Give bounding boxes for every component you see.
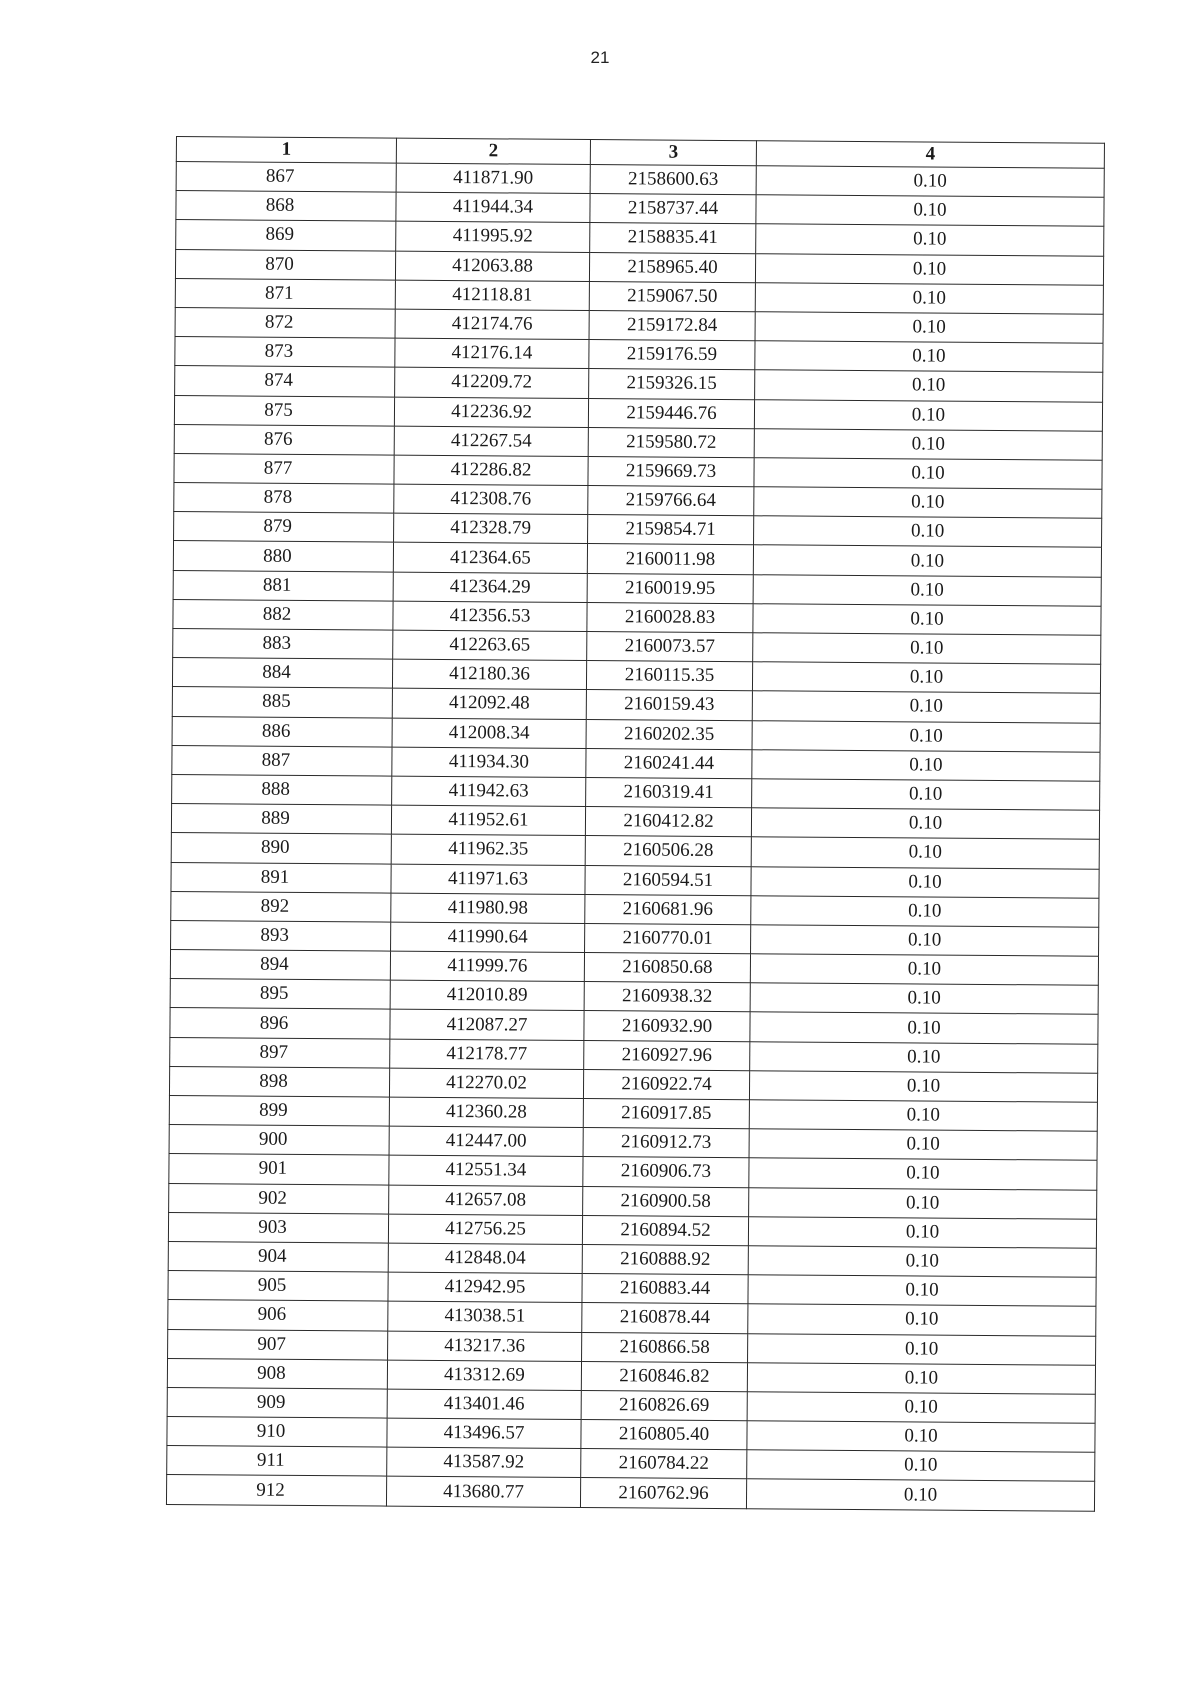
value-cell: 0.10 — [747, 1421, 1095, 1453]
x-coordinate-cell: 412087.27 — [390, 1010, 584, 1041]
coordinates-table-container — [166, 136, 1104, 1511]
point-number-cell: 910 — [167, 1417, 387, 1448]
value-cell: 0.10 — [755, 283, 1103, 315]
x-coordinate-cell: 412360.28 — [389, 1097, 583, 1128]
point-number-cell: 880 — [173, 541, 393, 572]
x-coordinate-cell: 412270.02 — [389, 1068, 583, 1099]
x-coordinate-cell: 412263.65 — [393, 630, 587, 661]
x-coordinate-cell: 413312.69 — [387, 1360, 581, 1391]
x-coordinate-cell: 411934.30 — [392, 747, 586, 778]
y-coordinate-cell: 2160866.58 — [582, 1332, 748, 1362]
point-number-cell: 911 — [167, 1446, 387, 1477]
value-cell: 0.10 — [753, 574, 1101, 606]
value-cell: 0.10 — [751, 925, 1099, 957]
point-number-cell: 872 — [175, 307, 395, 338]
value-cell: 0.10 — [751, 808, 1099, 840]
column-header-4: 4 — [756, 141, 1104, 169]
point-number-cell: 879 — [174, 512, 394, 543]
y-coordinate-cell: 2160850.68 — [584, 953, 750, 983]
point-number-cell: 891 — [171, 862, 391, 893]
table-row — [166, 1475, 1094, 1511]
x-coordinate-cell: 412008.34 — [392, 718, 586, 749]
x-coordinate-cell: 412756.25 — [388, 1214, 582, 1245]
point-number-cell: 899 — [169, 1095, 389, 1126]
y-coordinate-cell: 2160241.44 — [586, 748, 752, 778]
point-number-cell: 884 — [172, 658, 392, 689]
y-coordinate-cell: 2160073.57 — [587, 632, 753, 662]
value-cell: 0.10 — [756, 166, 1104, 198]
x-coordinate-cell: 412178.77 — [390, 1039, 584, 1070]
point-number-cell: 870 — [175, 249, 395, 280]
point-number-cell: 903 — [168, 1212, 388, 1243]
y-coordinate-cell: 2160202.35 — [586, 719, 752, 749]
value-cell: 0.10 — [749, 1129, 1097, 1161]
column-header-1: 1 — [176, 137, 396, 164]
point-number-cell: 873 — [175, 337, 395, 368]
value-cell: 0.10 — [752, 779, 1100, 811]
point-number-cell: 898 — [169, 1066, 389, 1097]
point-number-cell: 882 — [173, 599, 393, 630]
point-number-cell: 904 — [168, 1241, 388, 1272]
point-number-cell: 874 — [175, 366, 395, 397]
value-cell: 0.10 — [754, 399, 1102, 431]
value-cell: 0.10 — [748, 1216, 1096, 1248]
y-coordinate-cell: 2159669.73 — [588, 456, 754, 486]
x-coordinate-cell: 411999.76 — [390, 951, 584, 982]
value-cell: 0.10 — [753, 545, 1101, 577]
x-coordinate-cell: 412286.82 — [394, 455, 588, 486]
x-coordinate-cell: 411871.90 — [396, 163, 590, 194]
x-coordinate-cell: 412848.04 — [388, 1243, 582, 1274]
x-coordinate-cell: 413496.57 — [387, 1418, 581, 1449]
value-cell: 0.10 — [754, 428, 1102, 460]
x-coordinate-cell: 412236.92 — [394, 397, 588, 428]
value-cell: 0.10 — [747, 1392, 1095, 1424]
point-number-cell: 869 — [176, 220, 396, 251]
value-cell: 0.10 — [750, 983, 1098, 1015]
value-cell: 0.10 — [756, 195, 1104, 227]
y-coordinate-cell: 2159766.64 — [588, 486, 754, 516]
point-number-cell: 901 — [169, 1154, 389, 1185]
point-number-cell: 895 — [170, 979, 390, 1010]
y-coordinate-cell: 2160927.96 — [584, 1040, 750, 1070]
point-number-cell: 905 — [168, 1271, 388, 1302]
point-number-cell: 878 — [174, 483, 394, 514]
value-cell: 0.10 — [747, 1450, 1095, 1482]
point-number-cell: 876 — [174, 424, 394, 455]
x-coordinate-cell: 413401.46 — [387, 1389, 581, 1420]
x-coordinate-cell: 412174.76 — [395, 309, 589, 340]
value-cell: 0.10 — [750, 954, 1098, 986]
x-coordinate-cell: 411942.63 — [392, 776, 586, 807]
point-number-cell: 885 — [172, 687, 392, 718]
x-coordinate-cell: 412176.14 — [395, 338, 589, 369]
x-coordinate-cell: 412942.95 — [388, 1272, 582, 1303]
point-number-cell: 894 — [170, 950, 390, 981]
point-number-cell: 877 — [174, 453, 394, 484]
column-header-2: 2 — [396, 138, 590, 164]
point-number-cell: 906 — [168, 1300, 388, 1331]
y-coordinate-cell: 2160011.98 — [587, 544, 753, 574]
point-number-cell: 871 — [175, 278, 395, 309]
y-coordinate-cell: 2159854.71 — [588, 515, 754, 545]
value-cell: 0.10 — [748, 1304, 1096, 1336]
y-coordinate-cell: 2159446.76 — [588, 398, 754, 428]
x-coordinate-cell: 412364.65 — [393, 543, 587, 574]
value-cell: 0.10 — [756, 224, 1104, 256]
point-number-cell: 887 — [172, 745, 392, 776]
x-coordinate-cell: 412551.34 — [389, 1155, 583, 1186]
y-coordinate-cell: 2160594.51 — [585, 865, 751, 895]
x-coordinate-cell: 412364.29 — [393, 572, 587, 603]
y-coordinate-cell: 2160938.32 — [584, 982, 750, 1012]
value-cell: 0.10 — [749, 1158, 1097, 1190]
x-coordinate-cell: 413217.36 — [388, 1331, 582, 1362]
y-coordinate-cell: 2160028.83 — [587, 602, 753, 632]
y-coordinate-cell: 2160412.82 — [585, 807, 751, 837]
page-number: 21 — [590, 48, 610, 67]
y-coordinate-cell: 2160159.43 — [586, 690, 752, 720]
y-coordinate-cell: 2160784.22 — [581, 1449, 747, 1479]
y-coordinate-cell: 2158965.40 — [589, 252, 755, 282]
y-coordinate-cell: 2158835.41 — [590, 223, 756, 253]
y-coordinate-cell: 2160912.73 — [583, 1128, 749, 1158]
point-number-cell: 890 — [171, 833, 391, 864]
y-coordinate-cell: 2160906.73 — [583, 1157, 749, 1187]
y-coordinate-cell: 2160506.28 — [585, 836, 751, 866]
y-coordinate-cell: 2159172.84 — [589, 310, 755, 340]
y-coordinate-cell: 2160883.44 — [582, 1274, 748, 1304]
y-coordinate-cell: 2160900.58 — [583, 1186, 749, 1216]
x-coordinate-cell: 411995.92 — [396, 221, 590, 252]
x-coordinate-cell: 411971.63 — [391, 864, 585, 895]
y-coordinate-cell: 2160805.40 — [581, 1420, 747, 1450]
x-coordinate-cell: 412447.00 — [389, 1126, 583, 1157]
point-number-cell: 908 — [167, 1358, 387, 1389]
y-coordinate-cell: 2160888.92 — [582, 1244, 748, 1274]
value-cell: 0.10 — [755, 341, 1103, 373]
value-cell: 0.10 — [754, 516, 1102, 548]
value-cell: 0.10 — [748, 1246, 1096, 1278]
x-coordinate-cell: 412063.88 — [395, 251, 589, 282]
value-cell: 0.10 — [750, 1041, 1098, 1073]
x-coordinate-cell: 412092.48 — [392, 688, 586, 719]
value-cell: 0.10 — [749, 1187, 1097, 1219]
point-number-cell: 881 — [173, 570, 393, 601]
y-coordinate-cell: 2160115.35 — [586, 661, 752, 691]
value-cell: 0.10 — [753, 604, 1101, 636]
point-number-cell: 907 — [168, 1329, 388, 1360]
y-coordinate-cell: 2160762.96 — [580, 1478, 746, 1508]
value-cell: 0.10 — [751, 866, 1099, 898]
x-coordinate-cell: 413038.51 — [388, 1301, 582, 1332]
value-cell: 0.10 — [752, 749, 1100, 781]
value-cell: 0.10 — [754, 487, 1102, 519]
x-coordinate-cell: 412267.54 — [394, 426, 588, 457]
point-number-cell: 888 — [172, 774, 392, 805]
point-number-cell: 912 — [166, 1475, 386, 1506]
y-coordinate-cell: 2159176.59 — [589, 340, 755, 370]
x-coordinate-cell: 412657.08 — [389, 1185, 583, 1216]
value-cell: 0.10 — [751, 895, 1099, 927]
x-coordinate-cell: 412328.79 — [394, 513, 588, 544]
point-number-cell: 892 — [171, 891, 391, 922]
y-coordinate-cell: 2160917.85 — [583, 1099, 749, 1129]
y-coordinate-cell: 2159580.72 — [588, 427, 754, 457]
x-coordinate-cell: 412180.36 — [392, 659, 586, 690]
y-coordinate-cell: 2160681.96 — [585, 894, 751, 924]
y-coordinate-cell: 2160319.41 — [586, 777, 752, 807]
y-coordinate-cell: 2160878.44 — [582, 1303, 748, 1333]
value-cell: 0.10 — [748, 1333, 1096, 1365]
x-coordinate-cell: 412118.81 — [395, 280, 589, 311]
y-coordinate-cell: 2160922.74 — [583, 1069, 749, 1099]
value-cell: 0.10 — [755, 312, 1103, 344]
value-cell: 0.10 — [748, 1275, 1096, 1307]
point-number-cell: 875 — [174, 395, 394, 426]
value-cell: 0.10 — [749, 1100, 1097, 1132]
value-cell: 0.10 — [749, 1071, 1097, 1103]
y-coordinate-cell: 2160019.95 — [587, 573, 753, 603]
point-number-cell: 886 — [172, 716, 392, 747]
point-number-cell: 896 — [170, 1008, 390, 1039]
x-coordinate-cell: 411952.61 — [391, 805, 585, 836]
value-cell: 0.10 — [752, 662, 1100, 694]
value-cell: 0.10 — [750, 1012, 1098, 1044]
x-coordinate-cell: 413680.77 — [386, 1477, 580, 1508]
point-number-cell: 909 — [167, 1387, 387, 1418]
x-coordinate-cell: 412308.76 — [394, 484, 588, 515]
value-cell: 0.10 — [754, 458, 1102, 490]
y-coordinate-cell: 2158600.63 — [590, 165, 756, 195]
point-number-cell: 889 — [171, 804, 391, 835]
coordinates-table — [166, 136, 1105, 1511]
y-coordinate-cell: 2158737.44 — [590, 194, 756, 224]
value-cell: 0.10 — [747, 1362, 1095, 1394]
value-cell: 0.10 — [753, 633, 1101, 665]
value-cell: 0.10 — [755, 253, 1103, 285]
column-header-3: 3 — [590, 140, 756, 166]
table-body — [166, 162, 1104, 1511]
value-cell: 0.10 — [752, 720, 1100, 752]
point-number-cell: 900 — [169, 1125, 389, 1156]
y-coordinate-cell: 2160932.90 — [584, 1011, 750, 1041]
x-coordinate-cell: 411980.98 — [391, 893, 585, 924]
y-coordinate-cell: 2160894.52 — [582, 1215, 748, 1245]
y-coordinate-cell: 2160826.69 — [581, 1390, 747, 1420]
point-number-cell: 868 — [176, 191, 396, 222]
point-number-cell: 902 — [169, 1183, 389, 1214]
x-coordinate-cell: 411944.34 — [396, 192, 590, 223]
x-coordinate-cell: 412010.89 — [390, 980, 584, 1011]
y-coordinate-cell: 2160846.82 — [581, 1361, 747, 1391]
x-coordinate-cell: 412209.72 — [395, 367, 589, 398]
y-coordinate-cell: 2159067.50 — [589, 281, 755, 311]
y-coordinate-cell: 2160770.01 — [585, 923, 751, 953]
point-number-cell: 883 — [173, 628, 393, 659]
x-coordinate-cell: 411990.64 — [391, 922, 585, 953]
x-coordinate-cell: 411962.35 — [391, 834, 585, 865]
y-coordinate-cell: 2159326.15 — [589, 369, 755, 399]
value-cell: 0.10 — [755, 370, 1103, 402]
value-cell: 0.10 — [746, 1479, 1094, 1511]
value-cell: 0.10 — [751, 837, 1099, 869]
point-number-cell: 893 — [171, 920, 391, 951]
point-number-cell: 897 — [170, 1037, 390, 1068]
x-coordinate-cell: 412356.53 — [393, 601, 587, 632]
x-coordinate-cell: 413587.92 — [387, 1447, 581, 1478]
point-number-cell: 867 — [176, 162, 396, 193]
value-cell: 0.10 — [752, 691, 1100, 723]
